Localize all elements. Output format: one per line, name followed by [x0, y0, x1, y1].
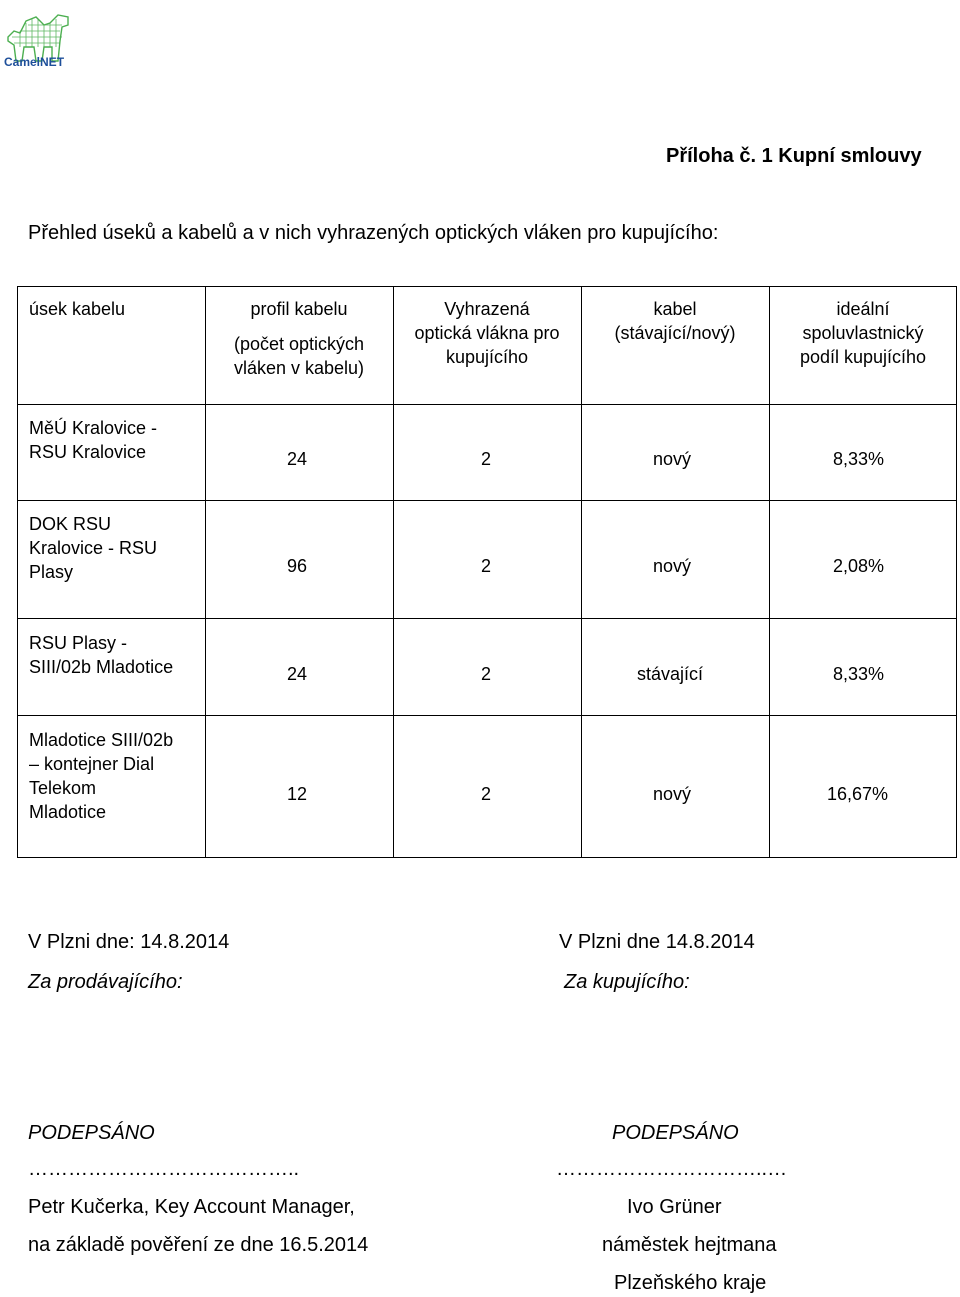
- seller-signed: PODEPSÁNO: [28, 1122, 155, 1144]
- profile-cell: 12: [287, 784, 308, 804]
- cable-cell: stávající: [637, 664, 704, 684]
- buyer-signed: PODEPSÁNO: [612, 1122, 739, 1144]
- seller-dots: …………………………………..: [28, 1158, 300, 1180]
- reserved-cell: 2: [481, 664, 492, 684]
- buyer-dots: …………………………..…: [556, 1158, 788, 1180]
- buyer-title-line2: Plzeňského kraje: [614, 1272, 767, 1294]
- reserved-cell: 2: [481, 449, 492, 469]
- table-divider: [393, 287, 394, 857]
- profile-cell: 24: [287, 449, 308, 469]
- share-cell: 8,33%: [833, 449, 885, 469]
- reserved-cell: 2: [481, 784, 492, 804]
- buyer-name: Ivo Grüner: [627, 1196, 722, 1218]
- seller-place-date: V Plzni dne: 14.8.2014: [28, 931, 230, 953]
- segment-cell: DOK RSU Kralovice - RSU Plasy: [29, 514, 158, 582]
- segment-cell: Mladotice SIII/02b – kontejner Dial Telekom Mladotice: [29, 730, 174, 822]
- annex-title: Příloha č. 1 Kupní smlouvy: [666, 145, 922, 167]
- share-cell: 2,08%: [833, 556, 885, 576]
- segment-cell: RSU Plasy - SIII/02b Mladotice: [29, 633, 174, 677]
- buyer-for-label: Za kupujícího:: [564, 971, 690, 993]
- profile-cell: 96: [287, 556, 308, 576]
- seller-for-label: Za prodávajícího:: [28, 971, 183, 993]
- buyer-title-line1: náměstek hejtmana: [602, 1234, 777, 1256]
- share-cell: 16,67%: [827, 784, 889, 804]
- header-share: ideální spoluvlastnický podíl kupujícího: [799, 299, 927, 367]
- fiber-table: [17, 286, 957, 858]
- table-divider: [18, 404, 956, 405]
- intro-text: Přehled úseků a kabelů a v nich vyhrazených optických vláken pro kupujícího:: [28, 222, 719, 244]
- table-divider: [18, 500, 956, 501]
- seller-name: Petr Kučerka, Key Account Manager,: [28, 1196, 355, 1218]
- share-cell: 8,33%: [833, 664, 885, 684]
- table-divider: [18, 715, 956, 716]
- table-divider: [581, 287, 582, 857]
- table-divider: [18, 618, 956, 619]
- header-cable: kabel (stávající/nový): [614, 299, 736, 343]
- buyer-place-date: V Plzni dne 14.8.2014: [559, 931, 755, 953]
- segment-cell: MěÚ Kralovice - RSU Kralovice: [29, 418, 158, 462]
- cable-cell: nový: [653, 449, 692, 469]
- cable-cell: nový: [653, 784, 692, 804]
- seller-authority: na základě pověření ze dne 16.5.2014: [28, 1234, 369, 1256]
- logo-brand-text: CamelNET: [4, 55, 65, 69]
- header-reserved: Vyhrazená optická vlákna pro kupujícího: [414, 299, 560, 367]
- header-segment: úsek kabelu: [29, 299, 126, 319]
- profile-cell: 24: [287, 664, 308, 684]
- table-divider: [769, 287, 770, 857]
- reserved-cell: 2: [481, 556, 492, 576]
- header-profile: profil kabelu (počet optických vláken v kabelu): [233, 299, 365, 378]
- cable-cell: nový: [653, 556, 692, 576]
